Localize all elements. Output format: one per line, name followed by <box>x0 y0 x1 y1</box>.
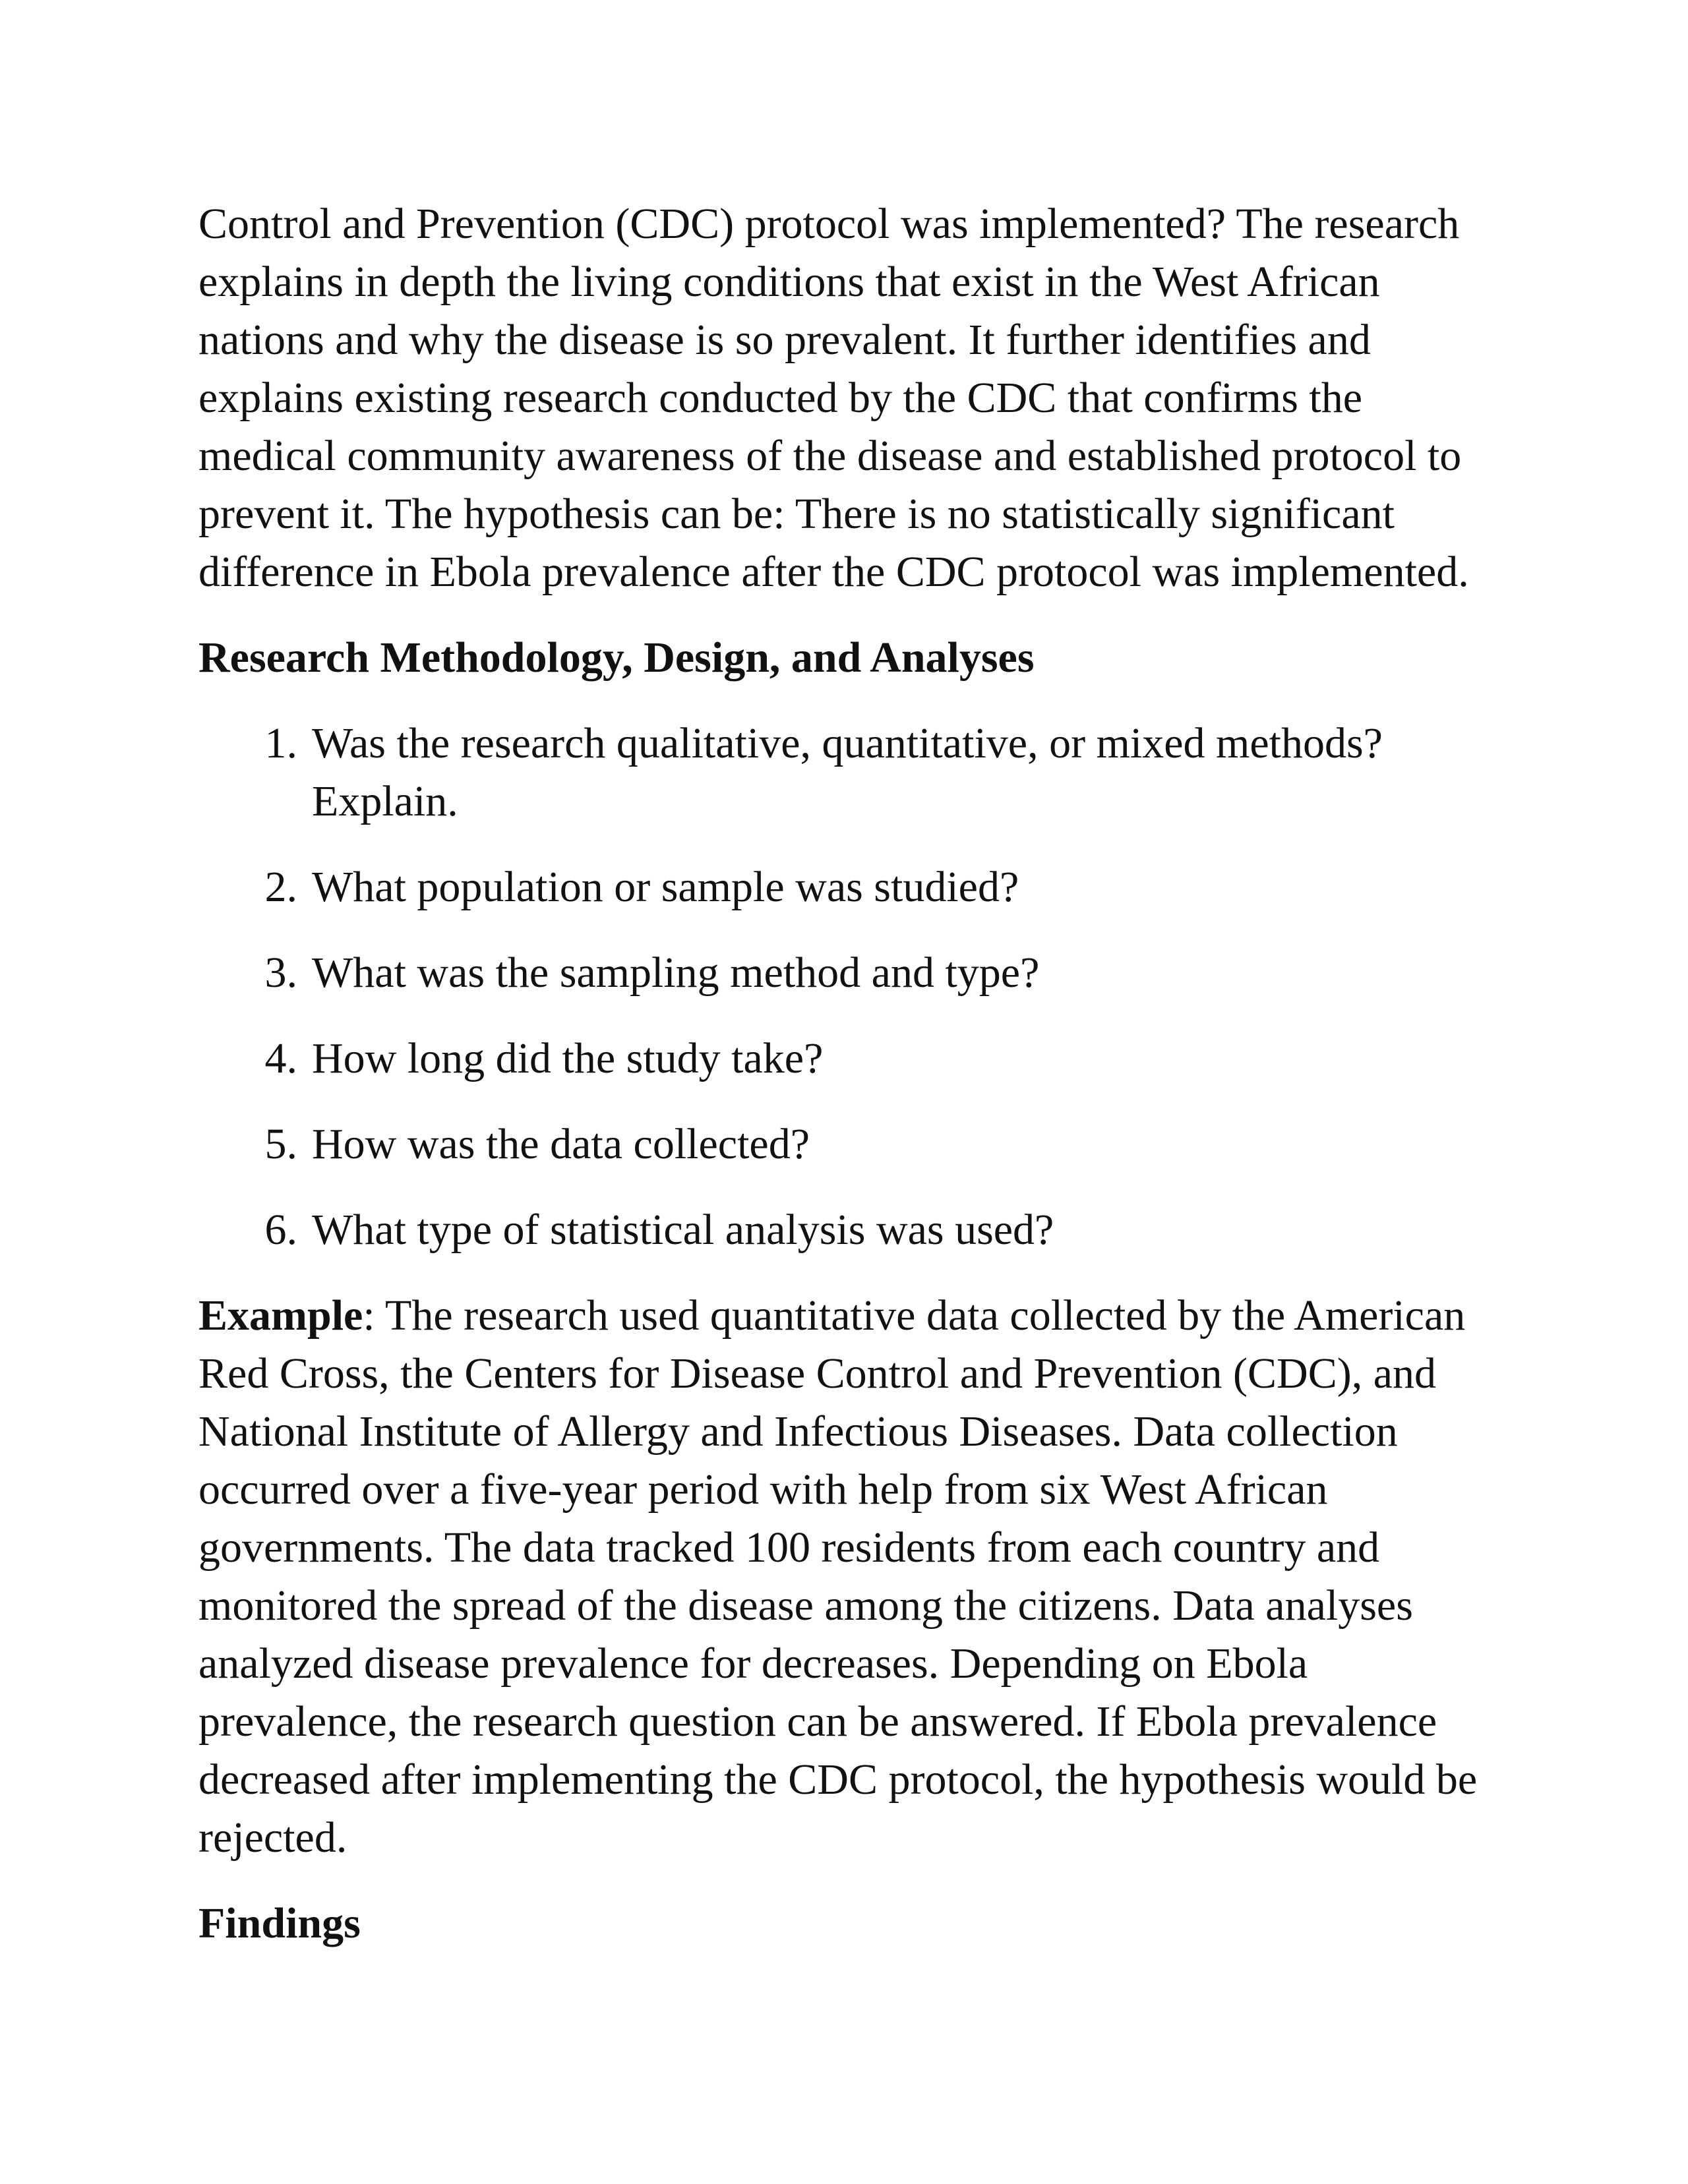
list-item-text: How long did the study take? <box>312 1034 824 1082</box>
example-label: Example <box>198 1291 363 1340</box>
list-item-gap <box>297 1201 312 1259</box>
list-item-text: What type of statistical analysis was used? <box>312 1206 1054 1254</box>
list-item-number: 4. <box>264 1034 297 1082</box>
list-item-number: 6. <box>264 1206 297 1254</box>
list-item <box>198 1201 1511 1259</box>
list-item <box>198 715 1511 831</box>
list-item-text: Was the research qualitative, quantitative, or mixed methods? Explain. <box>312 719 1383 825</box>
findings-heading: Findings <box>198 1899 361 1947</box>
list-item-gap <box>297 1115 312 1173</box>
questions-list <box>198 715 1511 1259</box>
example-paragraph <box>198 1287 1511 1867</box>
methods-heading: Research Methodology, Design, and Analyses <box>198 634 1035 682</box>
example-separator: : <box>363 1291 385 1340</box>
list-item-number: 5. <box>264 1120 297 1168</box>
list-item-gap <box>297 858 312 916</box>
list-item-number: 1. <box>264 719 297 767</box>
list-item-text: What population or sample was studied? <box>312 863 1019 911</box>
list-item-gap <box>297 715 312 831</box>
list-item-gap <box>297 1030 312 1088</box>
page-content <box>198 195 1511 1953</box>
intro-paragraph: Control and Prevention (CDC) protocol was implemented? The research explains in depth the living conditions that exist in the West African nations and why the disease is so prevalent. It further identifies and explains existing research conducted by the CDC that confirms the medical community awareness of the disease and established protocol to prevent it. The hypothesis can be: There is no statistically significant difference in Ebola prevalence after the CDC protocol was implemented. <box>198 200 1469 596</box>
list-item-text: What was the sampling method and type? <box>312 949 1040 997</box>
list-item <box>198 858 1511 916</box>
example-text: The research used quantitative data collected by the American Red Cross, the Centers for Disease Control and Prevention (CDC), and National Institute of Allergy and Infectious Diseases. Data collection occurred over a five-year period with help from six West African governments. The data tracked 100 residents from each country and monitored the spread of the disease among the citizens. Data analyses analyzed disease prevalence for decreases. Depending on Ebola prevalence, the research question can be answered. If Ebola prevalence decreased after implementing the CDC protocol, the hypothesis would be rejected. <box>198 1291 1478 1862</box>
list-item <box>198 1115 1511 1173</box>
list-item-number: 2. <box>264 863 297 911</box>
list-item-text: How was the data collected? <box>312 1120 810 1168</box>
list-item <box>198 1030 1511 1088</box>
list-item-gap <box>297 944 312 1002</box>
list-item-number: 3. <box>264 949 297 997</box>
list-item <box>198 944 1511 1002</box>
